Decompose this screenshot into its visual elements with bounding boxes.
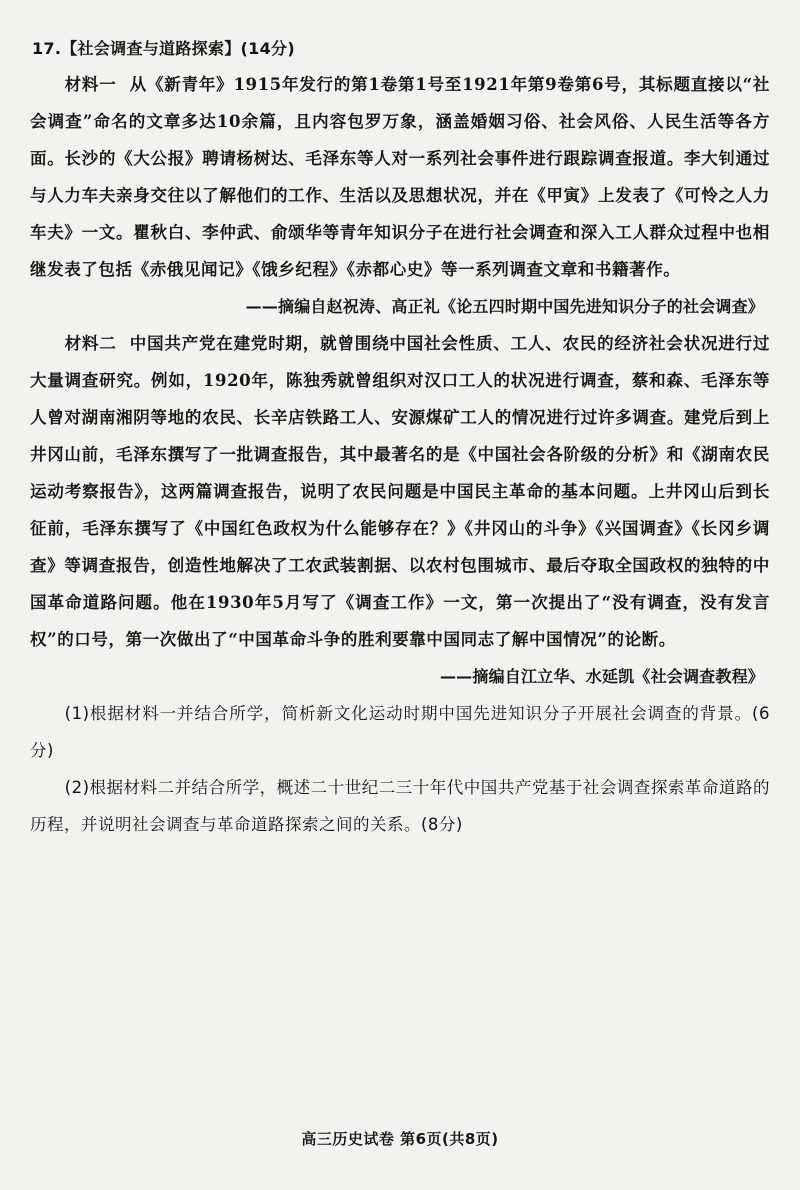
material-one-text: 从《新青年》1915年发行的第1卷第1号至1921年第9卷第6号，其标题直接以“社会调查”命名的文章多达10余篇，且内容包罗万象，涵盖婚姻习俗、社会风俗、人民生活等各方面。长沙的《大公报》聘请杨树达、毛泽东等人对一系列社会事件进行跟踪调查报道。李大钊通过与人力车夫亲身交往以了解他们的工作、生活以及思想状况，并在《甲寅》上发表了《可怜之人力车夫》一文。瞿秋白、李仲武、俞颂华等青年知识分子在进行社会调查和深入工人群众过程中也相继发表了包括《赤俄见闻记》《饿乡纪程》《赤都心史》等一系列调查文章和书籍著作。 bbox=[30, 75, 770, 279]
material-two-paragraph bbox=[30, 325, 770, 658]
sub-question-1: (1)根据材料一并结合所学，简析新文化运动时期中国先进知识分子开展社会调查的背景。(6分) bbox=[30, 704, 770, 760]
material-two-label: 材料二 bbox=[64, 334, 117, 353]
material-one-paragraph bbox=[30, 66, 770, 288]
page-footer: 高三历史试卷 第6页(共8页) bbox=[301, 1130, 499, 1148]
sub-question-2: (2)根据材料二并结合所学，概述二十世纪二三十年代中国共产党基于社会调查探索革命道路的历程，并说明社会调查与革命道路探索之间的关系。(8分) bbox=[30, 778, 770, 834]
material-one-label: 材料一 bbox=[64, 75, 117, 94]
material-two-text: 中国共产党在建党时期，就曾围绕中国社会性质、工人、农民的经济社会状况进行过大量调查研究。例如，1920年，陈独秀就曾组织对汉口工人的状况进行调查，蔡和森、毛泽东等人曾对湖南湘阴等地的农民、长辛店铁路工人、安源煤矿工人的情况进行过许多调查。建党后到上井冈山前，毛泽东撰写了一批调查报告，其中最著名的是《中国社会各阶级的分析》和《湖南农民运动考察报告》，这两篇调查报告，说明了农民问题是中国民主革命的基本问题。上井冈山后到长征前，毛泽东撰写了《中国红色政权为什么能够存在？》《井冈山的斗争》《兴国调查》《长冈乡调查》等调查报告，创造性地解决了工农武装割据、以农村包围城市、最后夺取全国政权的独特的中国革命道路问题。他在1930年5月写了《调查工作》一文，第一次提出了“没有调查，没有发言权”的口号，第一次做出了“中国革命斗争的胜利要靠中国同志了解中国情况”的论断。 bbox=[30, 334, 770, 649]
material-two-source: ——摘编自江立华、水延凯《社会调查教程》 bbox=[439, 667, 764, 686]
material-one-source: ——摘编自赵祝涛、高正礼《论五四时期中国先进知识分子的社会调查》 bbox=[245, 297, 764, 316]
question-title: 17.【社会调查与道路探索】(14分) bbox=[32, 39, 295, 58]
